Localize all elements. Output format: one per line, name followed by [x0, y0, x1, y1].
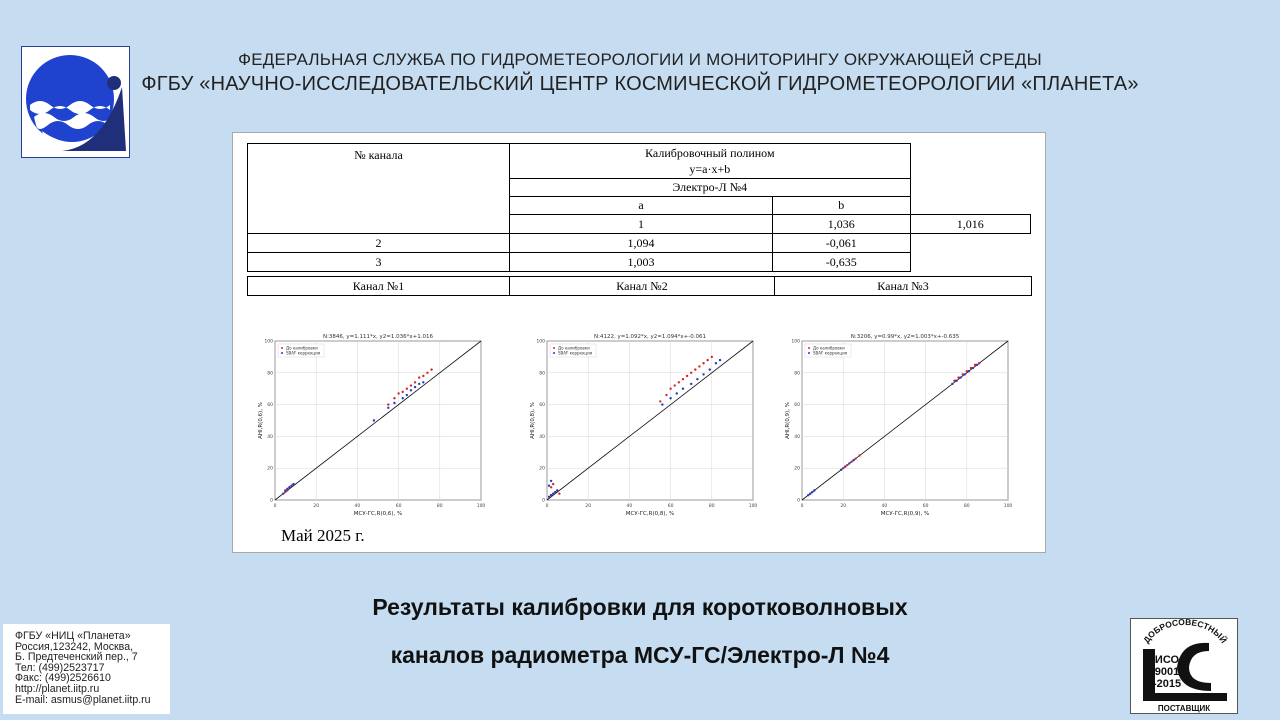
- contact-line: Россия,123242, Москва,: [15, 640, 134, 653]
- data-point: [682, 388, 684, 390]
- data-point: [669, 388, 671, 390]
- data-point: [410, 384, 412, 386]
- data-point: [959, 376, 961, 378]
- contact-line: Б. Предтеченский пер., 7: [15, 651, 138, 664]
- table-row-a: 1,094: [510, 234, 773, 253]
- data-point: [702, 373, 704, 375]
- x-tick-label: 20: [585, 504, 592, 509]
- y-tick-label: 80: [794, 371, 800, 377]
- data-point: [852, 459, 854, 461]
- data-point: [842, 467, 844, 469]
- data-point: [288, 486, 290, 488]
- col-b-header: b: [773, 197, 911, 215]
- x-tick-label: 80: [436, 504, 443, 509]
- data-point: [393, 402, 395, 404]
- data-point: [711, 356, 713, 358]
- x-tick-label: 80: [963, 504, 970, 509]
- legend-label: SBAF коррекция: [558, 350, 593, 356]
- x-tick-label: 40: [626, 504, 633, 509]
- data-point: [414, 386, 416, 388]
- channel-labels-row: [247, 276, 1032, 296]
- x-tick-label: 20: [840, 504, 847, 509]
- x-tick-label: 0: [273, 504, 277, 509]
- x-tick-label: 20: [313, 504, 320, 509]
- y-tick-label: 20: [539, 466, 545, 472]
- data-point: [951, 383, 953, 385]
- legend-label: SBAF коррекция: [286, 350, 321, 356]
- results-panel: [232, 132, 1046, 553]
- data-point: [554, 491, 556, 493]
- data-point: [955, 380, 957, 382]
- data-point: [972, 367, 974, 369]
- data-point: [402, 397, 404, 399]
- iso-bottom: ПОСТАВЩИК: [1157, 704, 1211, 713]
- calibration-table: [247, 143, 1031, 272]
- iso-l2: 9001: [1154, 666, 1180, 678]
- table-row-b: -0,635: [773, 253, 911, 272]
- x-tick-label: 100: [1003, 504, 1013, 509]
- header-institute: ФГБУ «НАУЧНО-ИССЛЕДОВАТЕЛЬСКИЙ ЦЕНТР КОСМИЧЕСКОЙ ГИДРОМЕТЕОРОЛОГИИ «ПЛАНЕТА»: [141, 73, 1139, 95]
- channel-3-label: Канал №3: [775, 277, 1032, 296]
- legend: [550, 344, 596, 357]
- x-tick-label: 100: [748, 504, 758, 509]
- data-point: [373, 419, 375, 421]
- report-date: Май 2025 г.: [281, 526, 365, 545]
- data-point: [696, 378, 698, 380]
- data-point: [706, 359, 708, 361]
- data-point: [964, 373, 966, 375]
- y-tick-label: 0: [797, 498, 800, 504]
- chart-title: N:3206, y=0.99*x, y2=1.003*x+-0.635: [850, 334, 960, 340]
- data-point: [665, 394, 667, 396]
- data-point: [393, 397, 395, 399]
- data-point: [406, 394, 408, 396]
- contact-card: [3, 624, 170, 714]
- data-point: [840, 469, 842, 471]
- y-axis-label: AHI,R(0,6), %: [258, 402, 264, 439]
- legend-marker: [281, 352, 283, 354]
- poly-title: Калибровочный полином: [645, 146, 775, 160]
- legend-marker: [808, 347, 810, 349]
- x-tick-label: 40: [354, 504, 361, 509]
- contact-line: Тел: (499)2523717: [15, 661, 105, 674]
- data-point: [418, 376, 420, 378]
- x-axis-label: МСУ-ГС,R(0,9), %: [880, 511, 930, 517]
- data-point: [414, 381, 416, 383]
- data-point: [410, 389, 412, 391]
- slide-title-line1: Результаты калибровки для коротковолновых: [372, 594, 908, 620]
- data-point: [406, 388, 408, 390]
- data-point: [976, 364, 978, 366]
- data-point: [719, 359, 721, 361]
- x-tick-label: 60: [395, 504, 402, 509]
- y-tick-label: 0: [270, 498, 273, 504]
- y-axis-label: AHI,R(0,9), %: [785, 402, 791, 439]
- data-point: [284, 489, 286, 491]
- x-tick-label: 80: [708, 504, 715, 509]
- data-point: [858, 454, 860, 456]
- data-point: [978, 362, 980, 364]
- satellite-header: Электро-Л №4: [510, 179, 911, 197]
- legend-label: SBAF коррекция: [813, 350, 848, 356]
- data-point: [682, 378, 684, 380]
- chart-title: N:4122, y=1.092*x, y2=1.094*x+-0.061: [593, 334, 707, 340]
- data-point: [418, 383, 420, 385]
- data-point: [397, 392, 399, 394]
- data-point: [953, 380, 955, 382]
- iso-l1: ИСО: [1154, 654, 1180, 666]
- contact-line: ФГБУ «НИЦ «Планета»: [15, 630, 131, 642]
- data-point: [850, 461, 852, 463]
- data-point: [387, 403, 389, 405]
- y-tick-label: 20: [267, 466, 273, 472]
- data-point: [659, 400, 661, 402]
- data-point: [970, 367, 972, 369]
- y-tick-label: 60: [267, 403, 273, 409]
- data-point: [809, 492, 811, 494]
- data-point: [702, 362, 704, 364]
- y-tick-label: 100: [791, 339, 800, 345]
- y-tick-label: 100: [264, 339, 273, 345]
- data-point: [548, 496, 550, 498]
- x-axis-label: МСУ-ГС,R(0,6), %: [353, 511, 403, 517]
- table-row-b: 1,016: [910, 215, 1030, 234]
- data-point: [811, 491, 813, 493]
- y-tick-label: 60: [794, 403, 800, 409]
- channel-2-label: Канал №2: [510, 277, 775, 296]
- data-point: [690, 372, 692, 374]
- y-tick-label: 80: [267, 371, 273, 377]
- slide-title: [0, 583, 1280, 679]
- data-point: [387, 407, 389, 409]
- col-a-header: a: [510, 197, 773, 215]
- x-tick-label: 60: [667, 504, 674, 509]
- data-point: [957, 376, 959, 378]
- data-point: [558, 492, 560, 494]
- contact-line[interactable]: http://planet.iitp.ru: [15, 682, 100, 695]
- y-tick-label: 40: [794, 434, 800, 440]
- y-axis-label: AHI,R(0,8), %: [530, 402, 536, 439]
- table-row-b: -0,061: [773, 234, 911, 253]
- y-tick-label: 40: [539, 434, 545, 440]
- y-tick-label: 100: [536, 339, 545, 345]
- legend-marker: [553, 352, 555, 354]
- data-point: [846, 464, 848, 466]
- x-tick-label: 40: [881, 504, 888, 509]
- data-point: [686, 375, 688, 377]
- contact-line[interactable]: E-mail: asmus@planet.iitp.ru: [15, 693, 151, 706]
- data-point: [402, 391, 404, 393]
- data-point: [422, 381, 424, 383]
- iso-badge: [1130, 618, 1238, 714]
- table-row-ch: 3: [248, 253, 510, 272]
- data-point: [848, 462, 850, 464]
- table-row-a: 1,036: [773, 215, 911, 234]
- chart-title: N:3846, y=1.111*x, y2=1.036*x+1.016: [322, 334, 434, 340]
- data-point: [715, 362, 717, 364]
- poly-header: [510, 144, 911, 179]
- legend: [278, 344, 324, 357]
- data-point: [282, 492, 284, 494]
- x-axis-label: МСУ-ГС,R(0,8), %: [625, 511, 675, 517]
- data-point: [813, 489, 815, 491]
- scatter-plot-channel-2: [517, 329, 767, 519]
- data-point: [676, 392, 678, 394]
- data-point: [292, 483, 294, 485]
- legend-marker: [281, 347, 283, 349]
- y-tick-label: 0: [542, 498, 545, 504]
- channel-header: № канала: [248, 144, 510, 234]
- iso-l3: -2015: [1152, 678, 1182, 690]
- data-point: [552, 492, 554, 494]
- data-point: [290, 484, 292, 486]
- data-point: [669, 397, 671, 399]
- data-point: [674, 384, 676, 386]
- data-point: [426, 372, 428, 374]
- data-point: [854, 457, 856, 459]
- data-point: [286, 488, 288, 490]
- data-point: [709, 368, 711, 370]
- table-row-ch: 1: [510, 215, 773, 234]
- data-point: [690, 383, 692, 385]
- y-tick-label: 60: [539, 403, 545, 409]
- data-point: [548, 484, 550, 486]
- channel-1-label: Канал №1: [248, 277, 510, 296]
- data-point: [678, 381, 680, 383]
- data-point: [844, 465, 846, 467]
- contact-line: Факс: (499)2526610: [15, 672, 111, 685]
- data-point: [961, 373, 963, 375]
- poly-formula: y=a·x+b: [689, 162, 731, 176]
- data-point: [550, 494, 552, 496]
- iso-top-text: ДОБРОСОВЕСТНЫЙ: [1141, 619, 1229, 645]
- x-tick-label: 0: [800, 504, 804, 509]
- legend-marker: [553, 347, 555, 349]
- data-point: [661, 403, 663, 405]
- legend-marker: [808, 352, 810, 354]
- legend: [805, 344, 851, 357]
- scatter-plot-channel-3: [772, 329, 1022, 519]
- slide-title-line2: каналов радиометра МСУ-ГС/Электро-Л №4: [390, 642, 890, 668]
- data-point: [974, 364, 976, 366]
- x-tick-label: 60: [922, 504, 929, 509]
- data-point: [966, 370, 968, 372]
- data-point: [968, 370, 970, 372]
- data-point: [807, 494, 809, 496]
- y-tick-label: 20: [794, 466, 800, 472]
- x-tick-label: 100: [476, 504, 486, 509]
- data-point: [550, 480, 552, 482]
- legend-label: До калибровки: [558, 345, 590, 351]
- data-point: [550, 486, 552, 488]
- y-tick-label: 80: [539, 371, 545, 377]
- data-point: [694, 368, 696, 370]
- legend-label: До калибровки: [813, 345, 845, 351]
- scatter-plot-channel-1: [245, 329, 495, 519]
- data-point: [556, 489, 558, 491]
- legend-label: До калибровки: [286, 345, 318, 351]
- data-point: [430, 368, 432, 370]
- y-tick-label: 40: [267, 434, 273, 440]
- table-row-a: 1,003: [510, 253, 773, 272]
- x-tick-label: 0: [545, 504, 549, 509]
- data-point: [698, 365, 700, 367]
- table-row-ch: 2: [248, 234, 510, 253]
- header-agency: ФЕДЕРАЛЬНАЯ СЛУЖБА ПО ГИДРОМЕТЕОРОЛОГИИ И МОНИТОРИНГУ ОКРУЖАЮЩЕЙ СРЕДЫ: [238, 50, 1042, 69]
- data-point: [552, 483, 554, 485]
- data-point: [422, 375, 424, 377]
